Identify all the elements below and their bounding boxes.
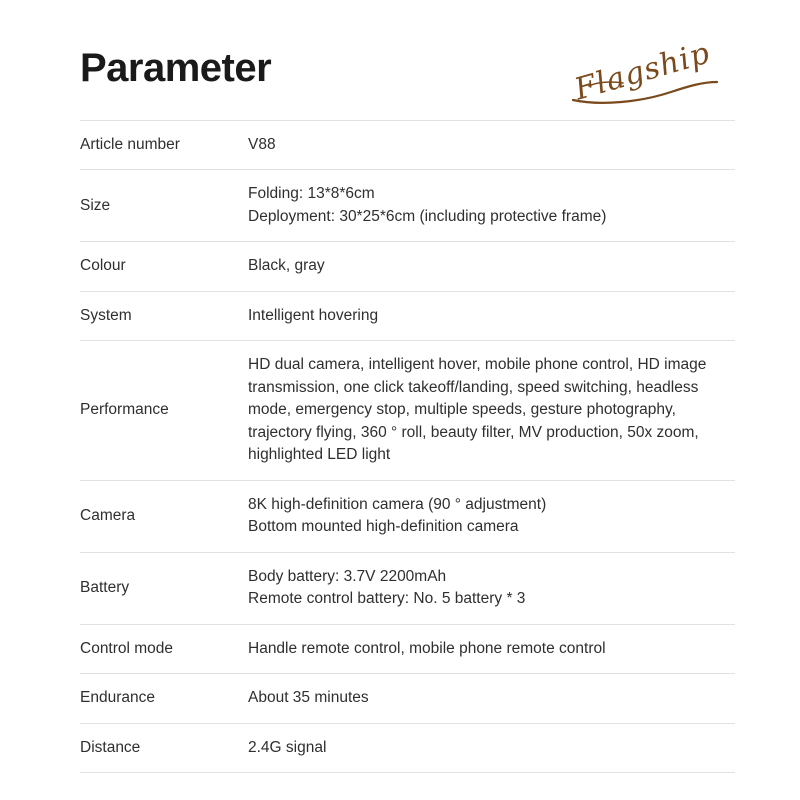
page-title: Parameter (80, 46, 272, 90)
table-row (80, 723, 735, 772)
spec-value-line: Folding: 13*8*6cm (248, 185, 375, 203)
spec-value-line: HD dual camera, intelligent hover, mobile phone control, HD image transmission, one click takeoff/landing, speed switching, headless mode, emergency stop, multiple speeds, gesture photography, trajectory flying, 360 ° roll, beauty filter, MV production, 50x zoom, highlighted LED light (248, 356, 707, 464)
spec-value-line: Deployment: 30*25*6cm (including protective frame) (248, 207, 607, 225)
spec-value (248, 170, 735, 242)
spec-label: Article number (80, 136, 180, 153)
spec-label: Distance (80, 738, 141, 756)
spec-value (248, 624, 735, 673)
flagship-logo (567, 35, 727, 112)
spec-label: Control mode (80, 639, 174, 657)
spec-value (248, 480, 735, 552)
table-row (80, 242, 735, 291)
table-row (80, 121, 735, 170)
spec-label: Camera (80, 506, 136, 524)
spec-value (248, 291, 735, 340)
spec-value (248, 552, 735, 624)
spec-value-line: Remote control battery: No. 5 battery * 3 (248, 590, 526, 608)
spec-value (248, 242, 735, 291)
spec-value-line: 2.4G signal (248, 738, 327, 756)
spec-label: Battery (80, 578, 130, 596)
spec-value (248, 121, 735, 170)
table-row (80, 624, 735, 673)
spec-value (248, 341, 735, 480)
spec-value-line: About 35 minutes (248, 689, 369, 707)
table-row (80, 480, 735, 552)
brand-name: Flagship (570, 35, 715, 108)
spec-value-line: Body battery: 3.7V 2200mAh (248, 567, 447, 585)
specification-table-body (80, 121, 735, 773)
table-row (80, 170, 735, 242)
table-row (80, 552, 735, 624)
spec-label: Endurance (80, 689, 155, 707)
spec-label: System (80, 306, 132, 324)
page-header (80, 35, 735, 118)
spec-value-line: V88 (248, 136, 276, 153)
spec-value-line: Black, gray (248, 257, 325, 275)
spec-value-line: 8K high-definition camera (90 ° adjustment) (248, 495, 547, 513)
spec-value-line: Handle remote control, mobile phone remote control (248, 639, 606, 657)
spec-label: Colour (80, 257, 126, 275)
spec-value-line: Intelligent hovering (248, 306, 379, 324)
brand-swoosh-icon (571, 80, 721, 106)
spec-value-line: Bottom mounted high-definition camera (248, 518, 519, 536)
table-row (80, 674, 735, 723)
spec-value (248, 674, 735, 723)
spec-label: Size (80, 196, 111, 214)
spec-label: Performance (80, 401, 169, 419)
specification-table (80, 120, 735, 773)
spec-value (248, 723, 735, 772)
table-row (80, 291, 735, 340)
table-row (80, 341, 735, 480)
